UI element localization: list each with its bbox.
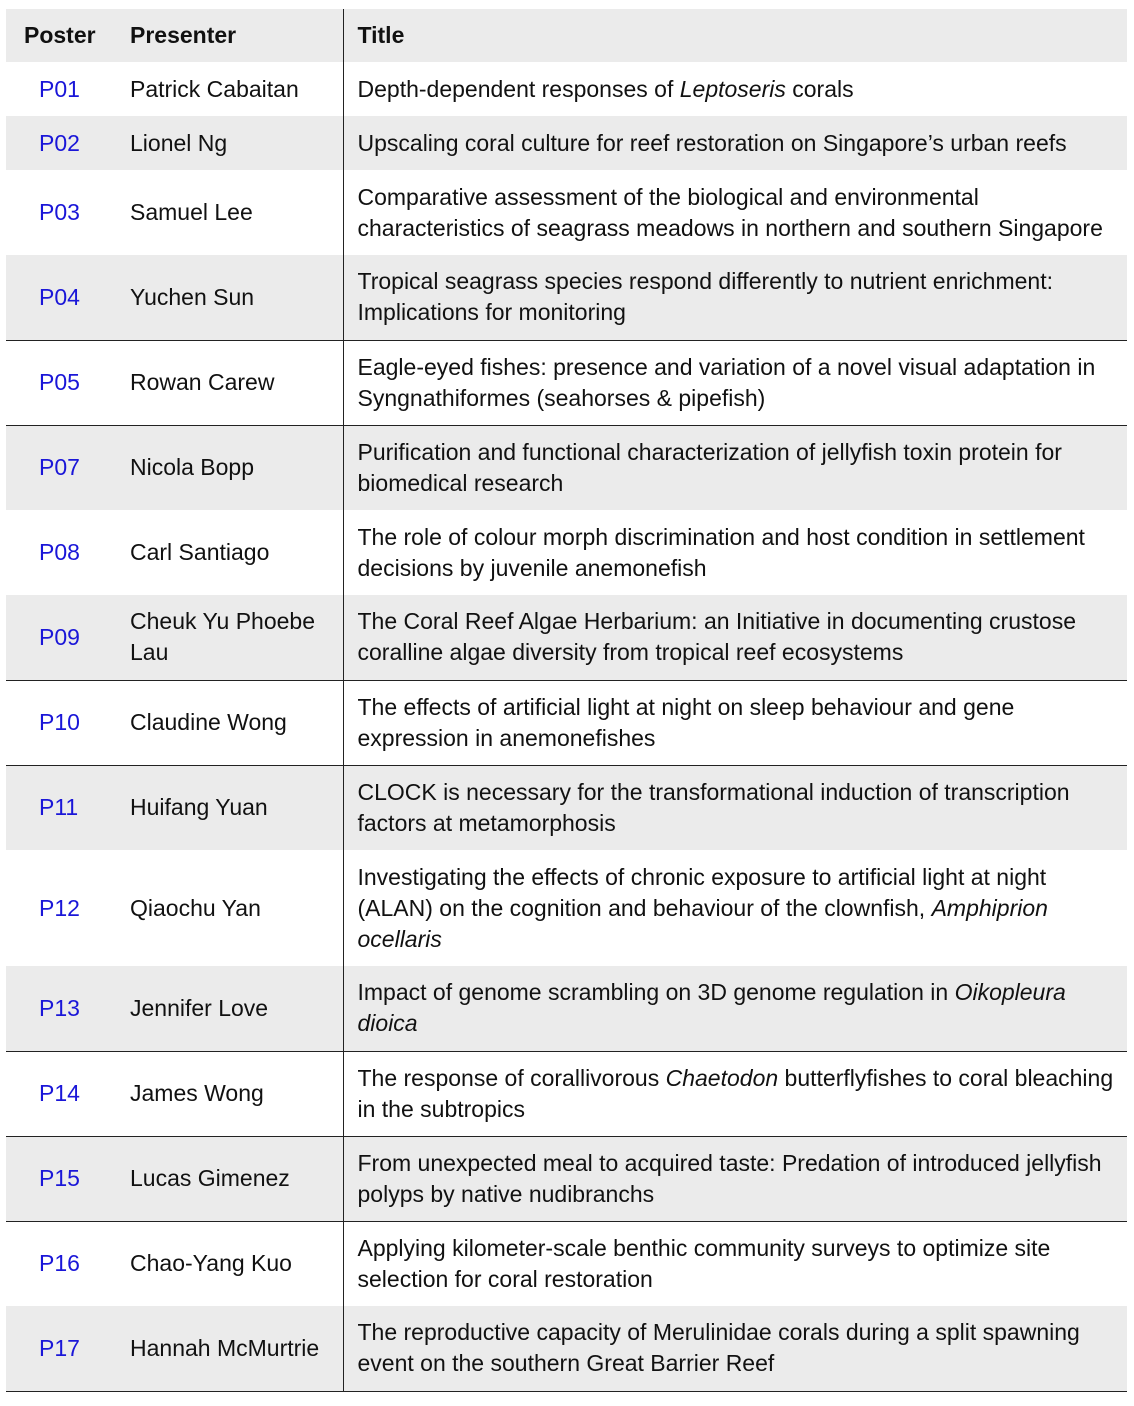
poster-table bbox=[6, 9, 1127, 1392]
poster-id[interactable]: P14 bbox=[6, 1051, 109, 1136]
title-text-part: Eagle-eyed fishes: presence and variation of a novel visual adaptation in Syngnathiformes (seahorses & pipefish) bbox=[357, 353, 1096, 411]
table-row bbox=[6, 1136, 1127, 1221]
poster-title bbox=[343, 1051, 1127, 1136]
poster-title bbox=[343, 595, 1127, 680]
title-text-part: Investigating the effects of chronic exposure to artificial light at night (ALAN) on the cognition and behaviour of the clownfish, bbox=[357, 863, 1047, 921]
table-row bbox=[6, 510, 1127, 595]
poster-id[interactable]: P03 bbox=[39, 199, 80, 225]
table-row bbox=[6, 966, 1127, 1051]
header-presenter: Presenter bbox=[130, 22, 237, 48]
title-text-part: The response of corallivorous bbox=[357, 1064, 666, 1091]
poster-title bbox=[343, 680, 1127, 765]
presenter-name: Cheuk Yu Phoebe Lau bbox=[130, 608, 316, 666]
poster-id[interactable]: P13 bbox=[39, 994, 80, 1021]
header-poster: Poster bbox=[24, 22, 96, 48]
poster-id[interactable]: P09 bbox=[39, 623, 80, 650]
presenter-name: Chao-Yang Kuo bbox=[109, 1221, 343, 1306]
title-text-part: Impact of genome scrambling on 3D genome regulation in bbox=[357, 979, 955, 1006]
title-italic-part: Chaetodon bbox=[665, 1064, 779, 1091]
presenter-name: Patrick Cabaitan bbox=[130, 75, 299, 102]
poster-title bbox=[343, 765, 1127, 850]
presenter-name: James Wong bbox=[109, 1051, 343, 1136]
title-text-part: The reproductive capacity of Merulinidae corals during a split spawning event on the southern Great Barrier Reef bbox=[357, 1319, 1080, 1377]
table-row bbox=[6, 595, 1127, 680]
poster-title bbox=[343, 425, 1127, 510]
table-body bbox=[6, 62, 1127, 1391]
table-row bbox=[6, 62, 1127, 116]
presenter-name: Claudine Wong bbox=[109, 680, 343, 765]
title-italic-part: Amphiprion ocellaris bbox=[357, 894, 1048, 952]
table-row bbox=[6, 850, 1127, 966]
header-title: Title bbox=[343, 9, 1127, 62]
presenter-name: Huifang Yuan bbox=[109, 765, 343, 850]
title-text-part: corals bbox=[785, 75, 854, 102]
table-row bbox=[6, 170, 1127, 255]
table-row bbox=[6, 1221, 1127, 1306]
table-row bbox=[6, 765, 1127, 850]
title-text-part: Depth-dependent responses of bbox=[357, 75, 680, 102]
title-text-part: The Coral Reef Algae Herbarium: an Initiative in documenting crustose coralline algae diversity from tropical reef ecosystems bbox=[357, 608, 1076, 666]
poster-id[interactable]: P16 bbox=[6, 1221, 109, 1306]
presenter-name: Lionel Ng bbox=[130, 129, 228, 156]
poster-title bbox=[343, 116, 1127, 170]
table-row bbox=[6, 680, 1127, 765]
poster-title bbox=[343, 1136, 1127, 1221]
poster-title bbox=[343, 62, 1127, 116]
presenter-name: Rowan Carew bbox=[109, 340, 343, 425]
poster-schedule bbox=[6, 9, 1127, 1392]
poster-id[interactable]: P01 bbox=[39, 75, 80, 102]
poster-title bbox=[343, 1221, 1127, 1306]
presenter-name: Qiaochu Yan bbox=[130, 894, 261, 921]
presenter-name: Hannah McMurtrie bbox=[109, 1306, 343, 1391]
title-text-part: Tropical seagrass species respond differently to nutrient enrichment: Implications for monitoring bbox=[357, 268, 1053, 326]
poster-id[interactable]: P17 bbox=[6, 1306, 109, 1391]
poster-title bbox=[343, 1306, 1127, 1391]
presenter-name: Lucas Gimenez bbox=[109, 1136, 343, 1221]
poster-id[interactable]: P04 bbox=[39, 283, 80, 310]
poster-id[interactable]: P02 bbox=[39, 129, 80, 156]
title-text-part: Applying kilometer-scale benthic community surveys to optimize site selection for coral restoration bbox=[357, 1234, 1051, 1292]
presenter-name: Jennifer Love bbox=[130, 994, 269, 1021]
table-header-row bbox=[6, 9, 1127, 62]
table-row bbox=[6, 340, 1127, 425]
title-italic-part: Oikopleura dioica bbox=[357, 979, 1066, 1037]
poster-title bbox=[343, 340, 1127, 425]
poster-id[interactable]: P15 bbox=[6, 1136, 109, 1221]
table-row bbox=[6, 1306, 1127, 1391]
presenter-name: Nicola Bopp bbox=[109, 425, 343, 510]
presenter-name: Yuchen Sun bbox=[130, 283, 255, 310]
title-text-part: butterflyfishes to coral bleaching in the subtropics bbox=[357, 1064, 1114, 1122]
poster-title bbox=[343, 170, 1127, 255]
table-row bbox=[6, 255, 1127, 340]
poster-id[interactable]: P11 bbox=[6, 765, 109, 850]
table-row bbox=[6, 425, 1127, 510]
poster-id[interactable]: P08 bbox=[39, 539, 80, 565]
poster-id[interactable]: P10 bbox=[6, 680, 109, 765]
presenter-name: Samuel Lee bbox=[130, 199, 253, 225]
poster-id[interactable]: P07 bbox=[6, 425, 109, 510]
title-text-part: The effects of artificial light at night on sleep behaviour and gene expression in anemonefishes bbox=[357, 693, 1015, 751]
table-row bbox=[6, 116, 1127, 170]
poster-title bbox=[343, 966, 1127, 1051]
title-text-part: The role of colour morph discrimination and host condition in settlement decisions by juvenile anemonefish bbox=[357, 523, 1085, 581]
title-text-part: Upscaling coral culture for reef restoration on Singapore’s urban reefs bbox=[357, 129, 1067, 156]
title-text-part: From unexpected meal to acquired taste: Predation of introduced jellyfish polyps by native nudibranchs bbox=[357, 1149, 1102, 1207]
poster-id[interactable]: P12 bbox=[39, 894, 80, 921]
table-row bbox=[6, 1051, 1127, 1136]
poster-title bbox=[343, 510, 1127, 595]
poster-title bbox=[343, 850, 1127, 966]
title-italic-part: Leptoseris bbox=[679, 75, 786, 102]
title-text-part: Purification and functional characterization of jellyfish toxin protein for biomedical research bbox=[357, 438, 1062, 496]
title-text-part: CLOCK is necessary for the transformational induction of transcription factors at metamorphosis bbox=[357, 778, 1070, 836]
poster-id[interactable]: P05 bbox=[6, 340, 109, 425]
presenter-name: Carl Santiago bbox=[130, 539, 270, 565]
poster-title bbox=[343, 255, 1127, 340]
title-text-part: Comparative assessment of the biological and environmental characteristics of seagrass meadows in northern and southern Singapore bbox=[357, 183, 1103, 241]
